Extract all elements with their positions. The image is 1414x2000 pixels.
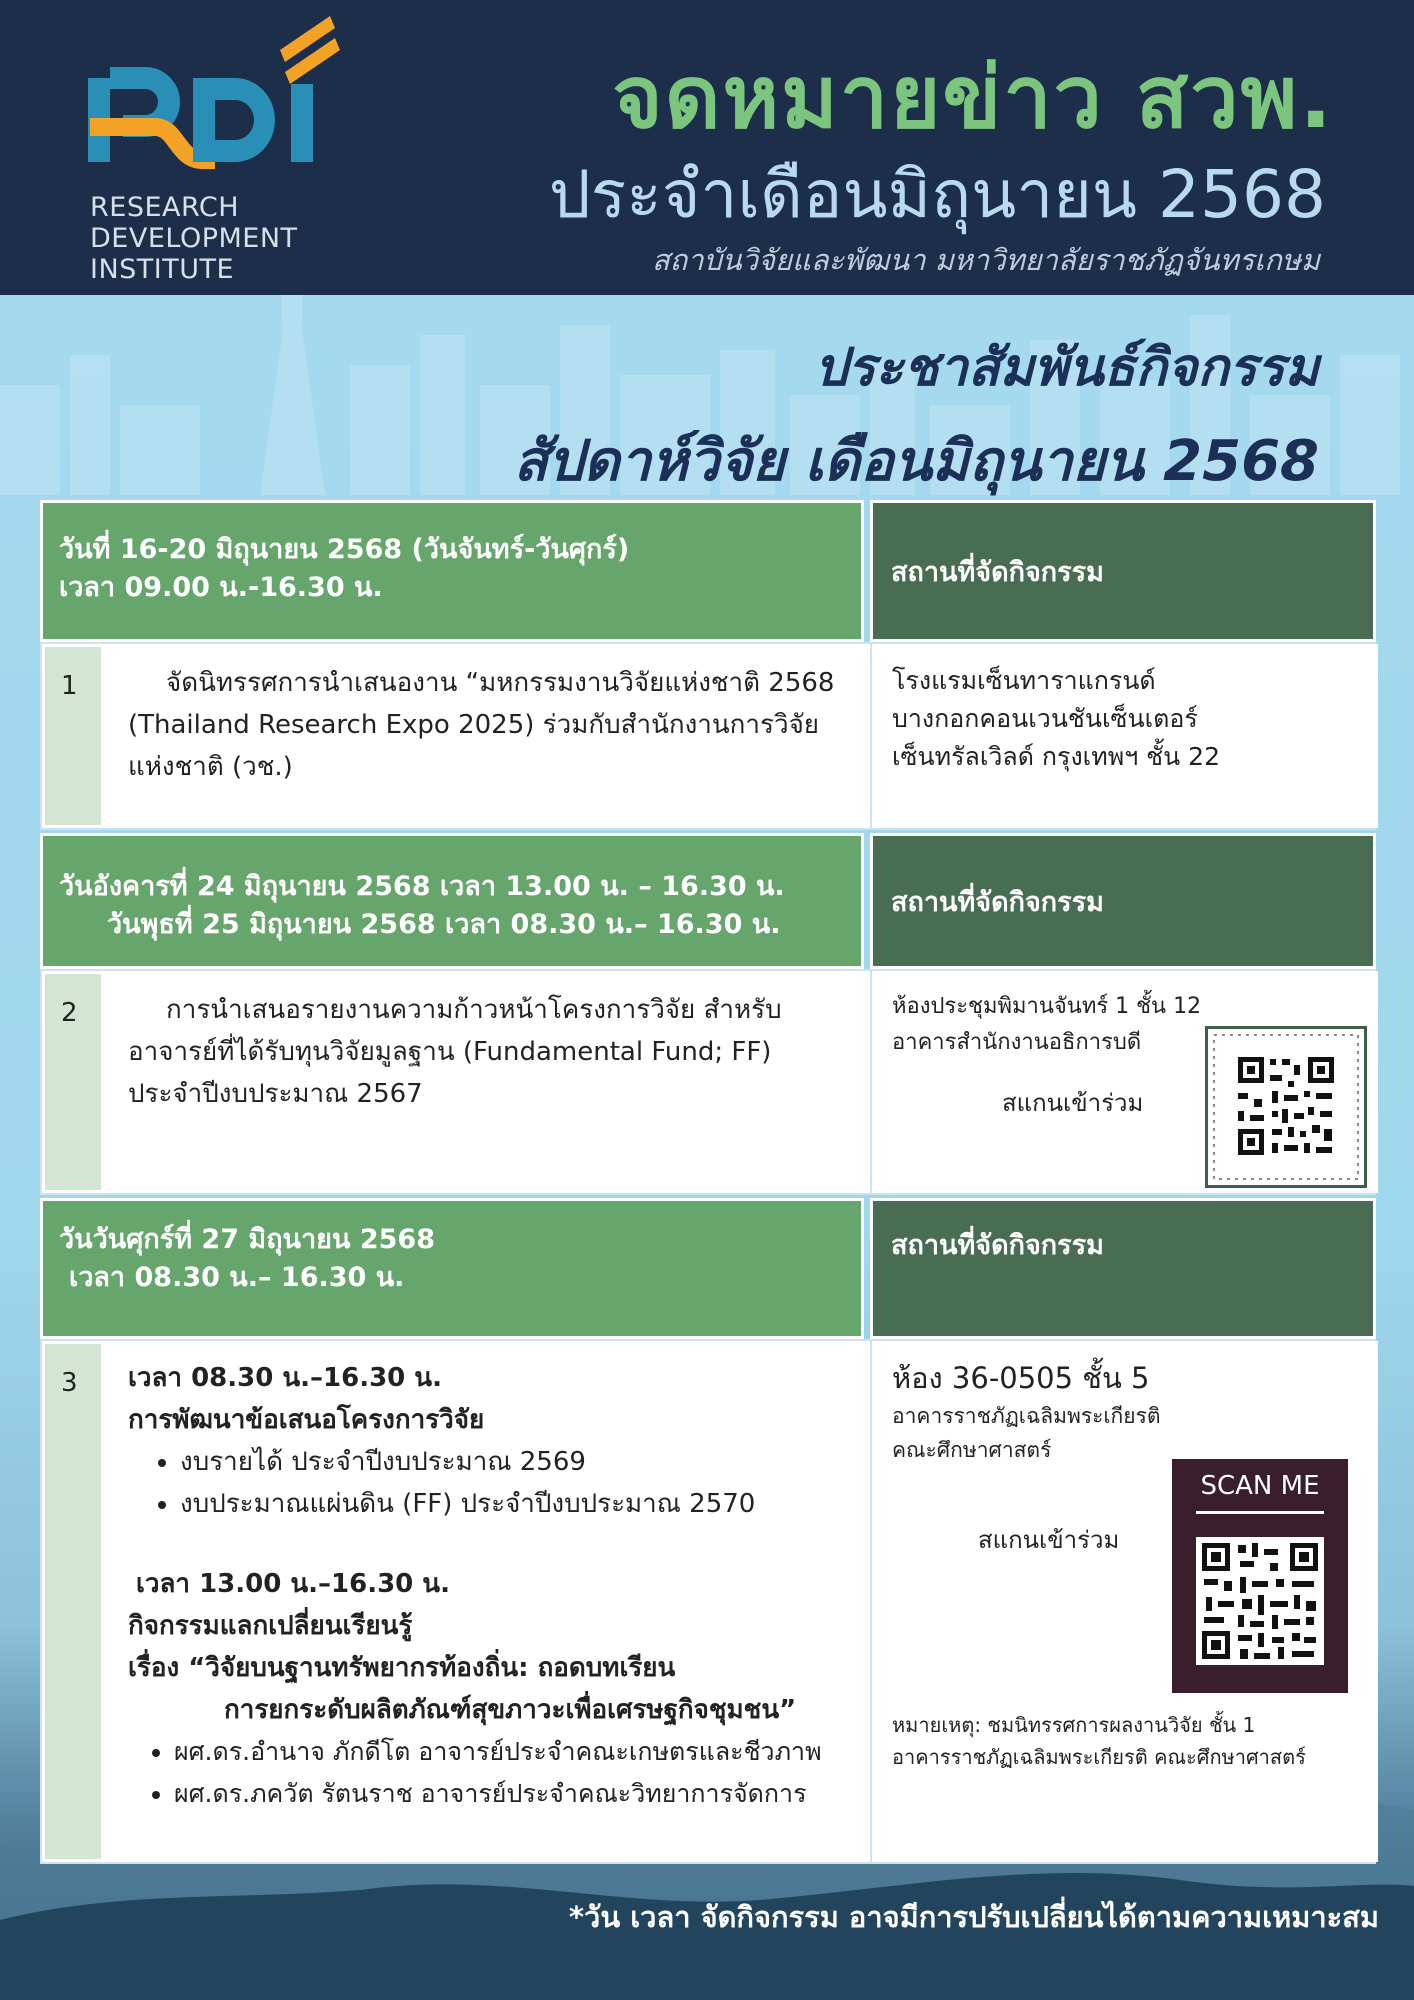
scan-me-label: SCAN ME (1200, 1471, 1320, 1501)
event-3-number: 3 (42, 1341, 104, 1862)
event-2-location-line: ห้องประชุมพิมานจันทร์ 1 ชั้น 12 (892, 994, 1202, 1019)
event-3-note (892, 1709, 1306, 1773)
event-1-date: วันที่ 16-20 มิถุนายน 2568 (วันจันทร์-วันศุกร์) (59, 534, 630, 565)
event-1-header-row (40, 500, 1376, 642)
event-1-location-header: สถานที่จัดกิจกรรม (870, 500, 1376, 642)
promo-subtitle: สัปดาห์วิจัย เดือนมิถุนายน 2568 (513, 429, 1319, 494)
event-3-location-header: สถานที่จัดกิจกรรม (870, 1198, 1376, 1339)
event-2-qr-code[interactable] (1205, 1026, 1367, 1188)
newsletter-title: จดหมายข่าว สวพ. (612, 48, 1334, 148)
rdi-logo-icon (85, 12, 345, 182)
event-2-description: การนำเสนอรายงานความก้าวหน้าโครงการวิจัย สำหรับอาจารย์ที่ได้รับทุนวิจัยมูลฐาน (Fundamental Fund; FF) ประจำปีงบประมาณ 2567 (104, 971, 870, 1193)
logo-line-research: RESEARCH (90, 192, 240, 223)
event-1-location-line: บางกอกคอนเวนชันเซ็นเตอร์ (892, 704, 1198, 733)
event-3-note-line: หมายเหตุ: ชมนิทรรศการผลงานวิจัย ชั้น 1 (892, 1713, 1256, 1737)
event-1-body-row (40, 642, 1376, 830)
newsletter-month: ประจำเดือนมิถุนายน 2568 (548, 156, 1326, 233)
event-1-location-line: โรงแรมเซ็นทาราแกรนด์ (892, 666, 1156, 695)
event-3-afternoon-time: เวลา 13.00 น.–16.30 น. (136, 1569, 450, 1599)
event-1-description: จัดนิทรรศการนำเสนองาน “มหกรรมงานวิจัยแห่งชาติ 2568 (Thailand Research Expo 2025) ร่วมกับสำนักงานการวิจัยแห่งชาติ (วช.) (104, 644, 870, 828)
logo-line-institute: INSTITUTE (90, 254, 235, 285)
event-3-scan-label: สแกนเข้าร่วม (978, 1526, 1120, 1554)
logo-line-development: DEVELOPMENT (90, 223, 298, 254)
event-1-time: เวลา 09.00 น.-16.30 น. (59, 572, 383, 603)
event-2-header-row (40, 833, 1376, 969)
event-2-body-row (40, 969, 1376, 1195)
event-2-date-wednesday: วันพุธที่ 25 มิถุนายน 2568 เวลา 08.30 น.– 16.30 น. (107, 909, 781, 940)
event-1-location (870, 644, 1378, 828)
event-3-topic-continued: การยกระดับผลิตภัณฑ์สุขภาวะเพื่อเศรษฐกิจชุมชน” (224, 1695, 797, 1725)
event-1-location-line: เซ็นทรัลเวิลด์ กรุงเทพฯ ชั้น 22 (892, 742, 1220, 771)
list-item: • งบรายได้ ประจำปีงบประมาณ 2569 (180, 1441, 846, 1483)
event-3-header-row (40, 1198, 1376, 1339)
event-3-location-line: คณะศึกษาศาสตร์ (892, 1438, 1052, 1462)
list-item: • ผศ.ดร.ภควัต รัตนราช อาจารย์ประจำคณะวิทยาการจัดการ (174, 1773, 846, 1815)
event-2-number: 2 (42, 971, 104, 1193)
event-2-location-header: สถานที่จัดกิจกรรม (870, 833, 1376, 969)
event-3-location-line: อาคารราชภัฏเฉลิมพระเกียรติ (892, 1404, 1161, 1428)
qr-code-icon (1208, 1029, 1364, 1185)
event-3-speaker-list (128, 1731, 846, 1815)
event-3-morning-time: เวลา 08.30 น.–16.30 น. (128, 1363, 442, 1393)
event-3-date: วันวันศุกร์ที่ 27 มิถุนายน 2568 (59, 1224, 435, 1255)
event-3-datetime (40, 1198, 864, 1339)
event-2-scan-label: สแกนเข้าร่วม (1002, 1089, 1144, 1117)
event-2-date-tuesday: วันอังคารที่ 24 มิถุนายน 2568 เวลา 13.00 น. – 16.30 น. (59, 871, 785, 902)
event-3-afternoon-title: กิจกรรมแลกเปลี่ยนเรียนรู้ (128, 1611, 413, 1641)
qr-code-icon (1196, 1537, 1324, 1665)
event-3-scan-me-qr[interactable] (1172, 1459, 1348, 1693)
institute-name: สถาบันวิจัยและพัฒนา มหาวิทยาลัยราชภัฏจันทรเกษม (651, 243, 1320, 277)
event-1-datetime (40, 500, 864, 642)
event-1-number: 1 (42, 644, 104, 828)
footnote: *วัน เวลา จัดกิจกรรม อาจมีการปรับเปลี่ยนได้ตามความเหมาะสม (568, 1900, 1379, 1934)
header-banner (0, 0, 1414, 295)
event-3-time: เวลา 08.30 น.– 16.30 น. (69, 1262, 405, 1293)
list-item: • ผศ.ดร.อำนาจ ภักดีโต อาจารย์ประจำคณะเกษตรและชีวภาพ (174, 1731, 846, 1773)
list-item: • งบประมาณแผ่นดิน (FF) ประจำปีงบประมาณ 2570 (180, 1483, 846, 1525)
logo-text (90, 192, 298, 285)
promo-title: ประชาสัมพันธ์กิจกรรม (814, 338, 1319, 398)
event-2-datetime (40, 833, 864, 969)
event-2-location-line: อาคารสำนักงานอธิการบดี (892, 1030, 1142, 1055)
event-3-morning-list (128, 1441, 846, 1525)
event-3-description (104, 1341, 870, 1862)
event-3-morning-title: การพัฒนาข้อเสนอโครงการวิจัย (128, 1405, 485, 1435)
event-3-note-line: อาคารราชภัฏเฉลิมพระเกียรติ คณะศึกษาศาสตร์ (892, 1745, 1306, 1769)
event-3-room: ห้อง 36-0505 ชั้น 5 (892, 1361, 1150, 1395)
event-3-topic: เรื่อง “วิจัยบนฐานทรัพยากรท้องถิ่น: ถอดบทเรียน (128, 1653, 676, 1683)
event-3-body-row (40, 1339, 1376, 1864)
